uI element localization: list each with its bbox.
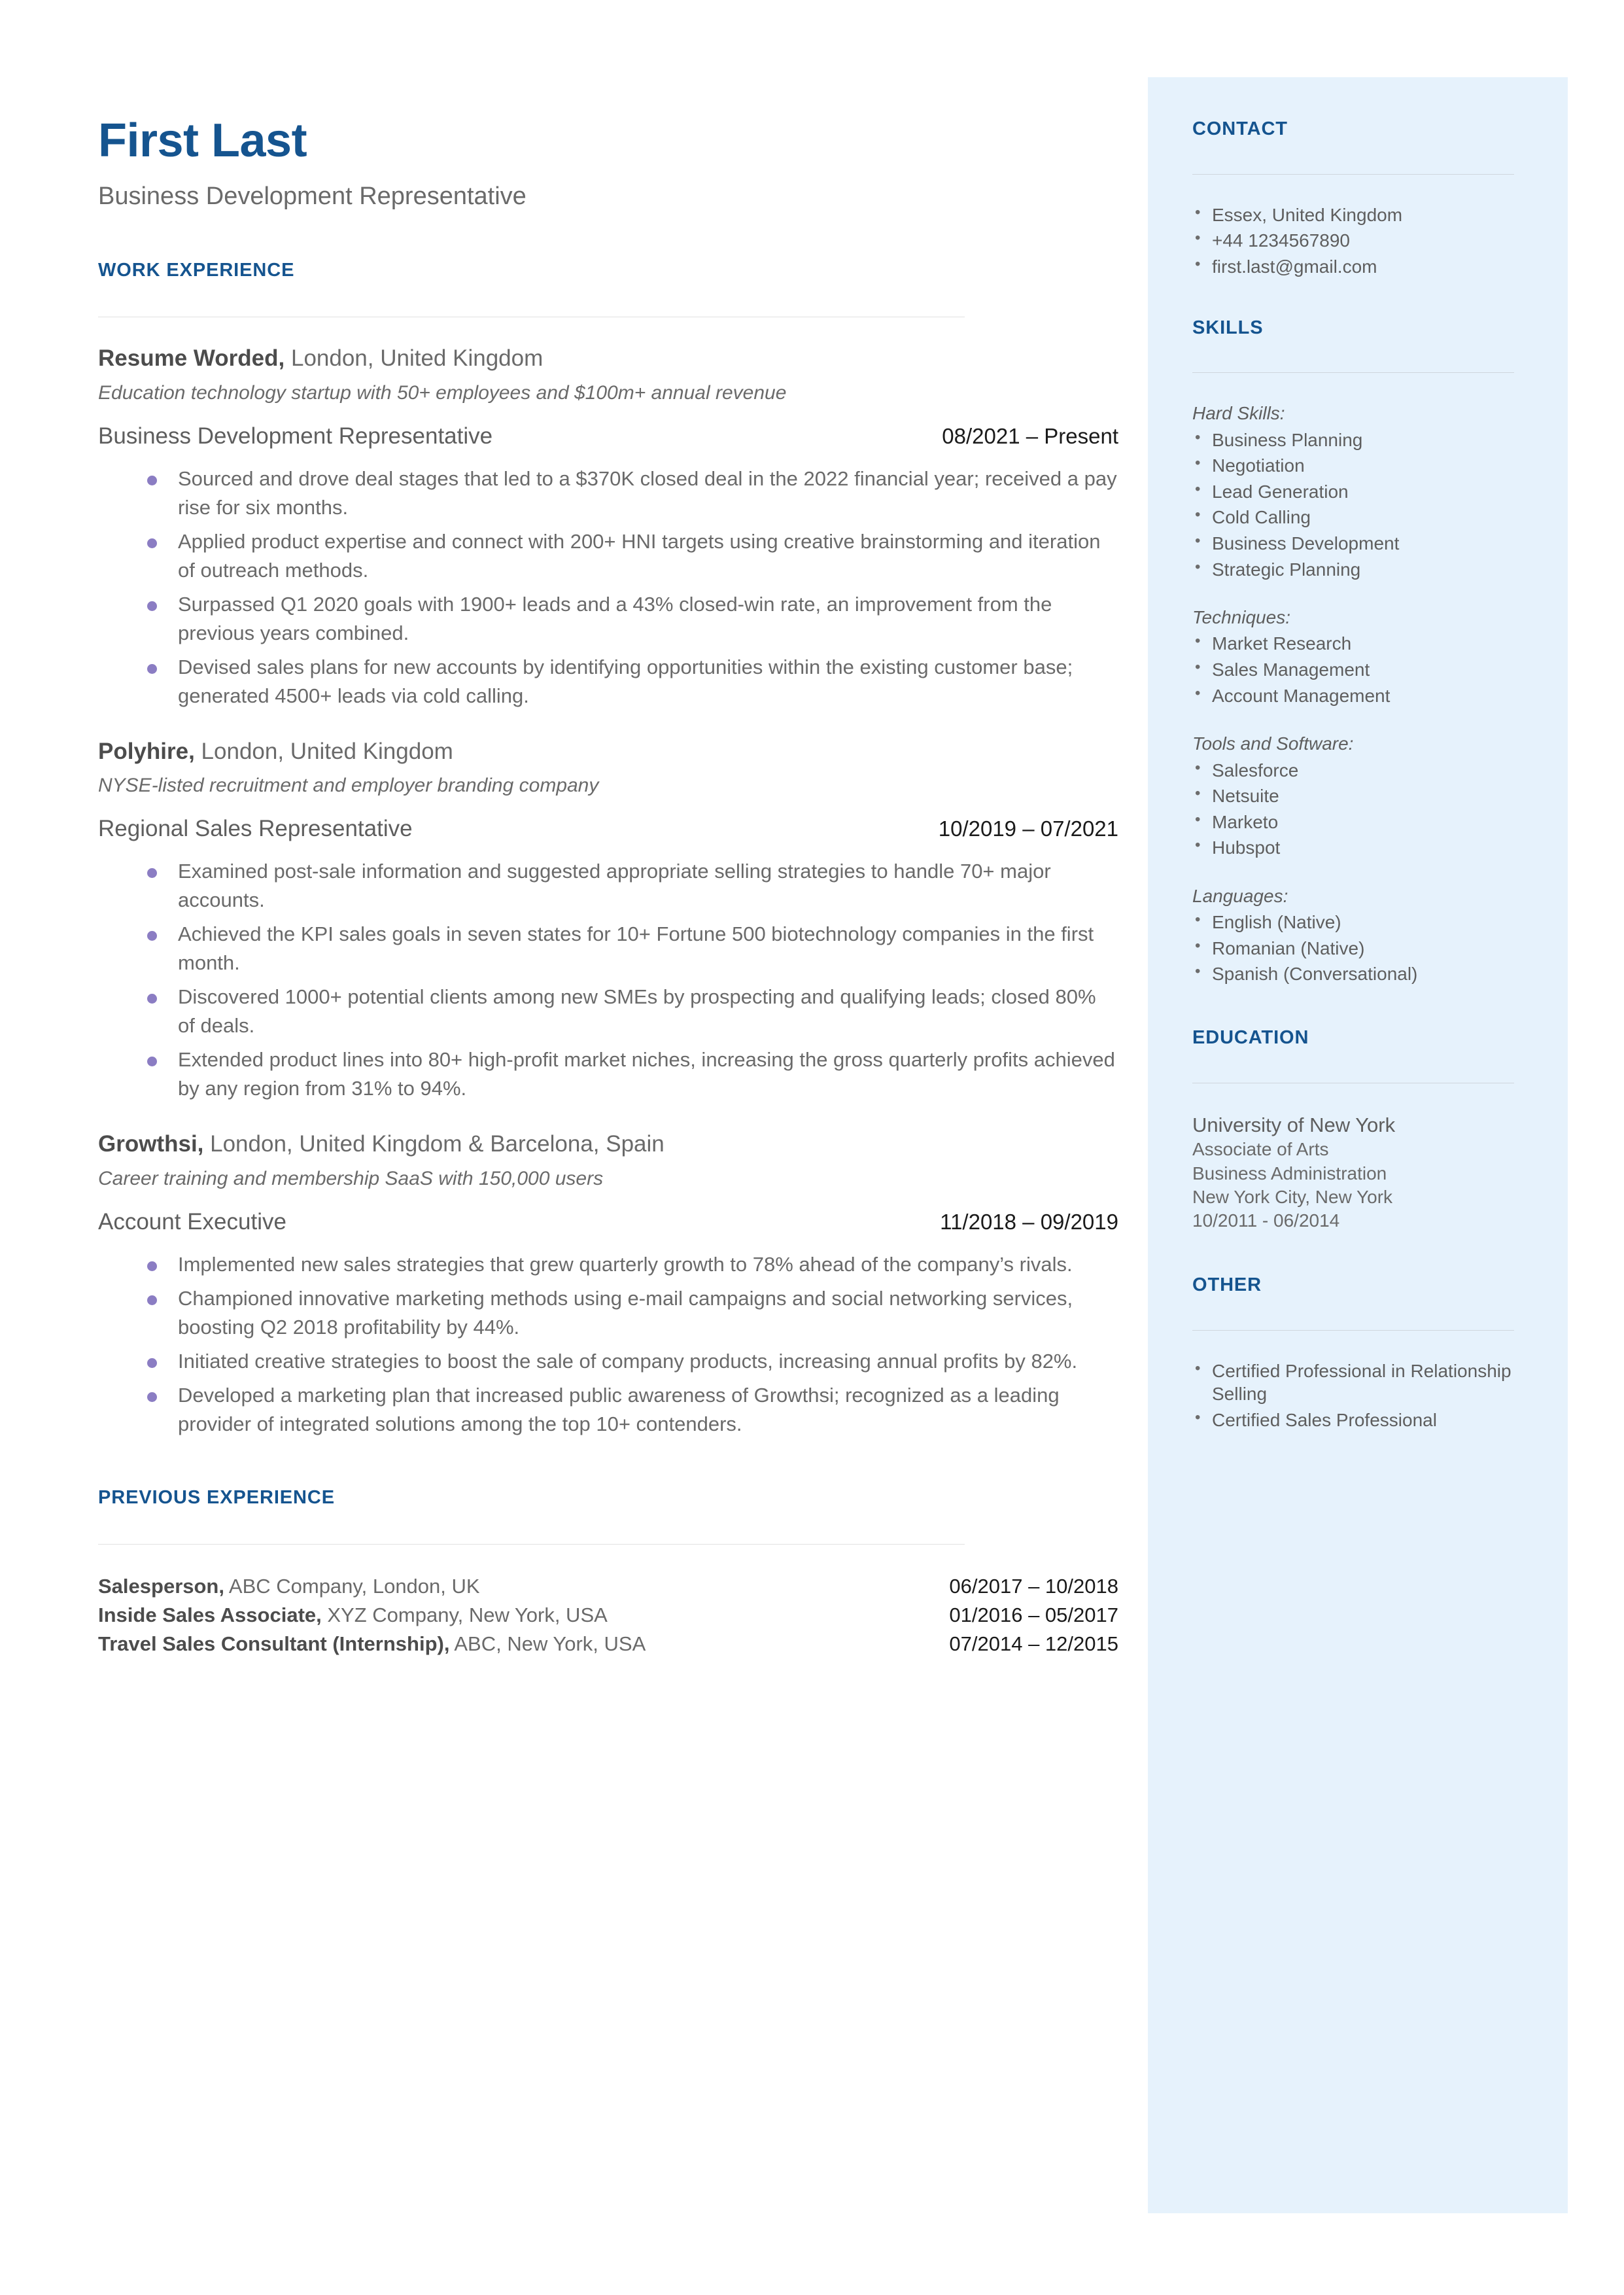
education-location: New York City, New York <box>1192 1187 1393 1208</box>
job-bullet: Extended product lines into 80+ high-profit market niches, increasing the gross quarterly profits achieved by any region from 31% to 94%. <box>98 1045 1118 1103</box>
previous-experience-row <box>98 1601 1118 1630</box>
previous-experience-title <box>98 1572 480 1601</box>
skill-item: • Market Research <box>1192 632 1521 656</box>
job-bullet: Applied product expertise and connect with 200+ HNI targets using creative brainstorming and iteration of outreach methods. <box>98 527 1118 585</box>
job-bullet-list <box>98 1250 1118 1439</box>
job-bullet: Implemented new sales strategies that grew quarterly growth to 78% ahead of the company’s rivals. <box>98 1250 1118 1279</box>
skill-item: • Sales Management <box>1192 658 1521 682</box>
other-item: • Certified Professional in Relationship Selling <box>1192 1359 1521 1406</box>
skills-group-gap <box>1192 584 1521 606</box>
contact-item: • +44 1234567890 <box>1192 229 1521 253</box>
skills-group-list <box>1192 759 1521 860</box>
skills-group-gap <box>1192 862 1521 885</box>
job-bullet: Achieved the KPI sales goals in seven states for 10+ Fortune 500 biotechnology companies in the first month. <box>98 920 1118 977</box>
sidebar-heading-education: EDUCATION <box>1192 1026 1309 1048</box>
skill-item: • Netsuite <box>1192 784 1521 808</box>
skills-list <box>1192 402 1521 985</box>
page-title: First Last <box>98 114 307 167</box>
skill-item: • Romanian (Native) <box>1192 937 1521 960</box>
job-title-row <box>98 423 1118 450</box>
job-description: NYSE-listed recruitment and employer branding company <box>98 775 599 797</box>
job-title: Business Development Representative <box>98 423 493 449</box>
skill-item: • Cold Calling <box>1192 506 1521 529</box>
education-degree: Associate of Arts <box>1192 1139 1329 1160</box>
main-column <box>98 0 1118 1658</box>
section-heading-work-experience: WORK EXPERIENCE <box>98 260 295 281</box>
skill-item: • English (Native) <box>1192 911 1521 934</box>
skills-group-list <box>1192 911 1521 986</box>
skills-group-list <box>1192 429 1521 581</box>
education-entry <box>1192 1112 1521 1233</box>
job-bullet: Discovered 1000+ potential clients among new SMEs by prospecting and qualifying leads; closed 80% of deals. <box>98 983 1118 1040</box>
skills-group-label: Hard Skills: <box>1192 403 1285 424</box>
previous-experience-role: Inside Sales Associate, <box>98 1603 322 1627</box>
job-bullet: Surpassed Q1 2020 goals with 1900+ leads and a 43% closed-win rate, an improvement from the previous years combined. <box>98 590 1118 648</box>
job-bullet: Devised sales plans for new accounts by identifying opportunities within the existing customer base; generated 4500+ leads via cold calling. <box>98 653 1118 710</box>
job-bullet: Initiated creative strategies to boost the sale of company products, increasing annual profits by 82%. <box>98 1347 1118 1376</box>
skill-item: • Salesforce <box>1192 759 1521 782</box>
sidebar-heading-contact: CONTACT <box>1192 118 1288 139</box>
section-divider <box>98 1544 965 1545</box>
previous-experience-title <box>98 1630 646 1658</box>
job-title-row <box>98 815 1118 843</box>
work-experience-entry <box>98 1129 1118 1439</box>
sidebar-panel <box>1148 77 1568 2213</box>
skills-group-gap <box>1192 710 1521 732</box>
education-dates: 10/2011 - 06/2014 <box>1192 1210 1340 1231</box>
job-bullet: Examined post-sale information and suggested appropriate selling strategies to handle 70+ major accounts. <box>98 857 1118 915</box>
sidebar-divider <box>1192 372 1514 373</box>
skill-item: • Business Planning <box>1192 429 1521 452</box>
job-company-location: London, United Kingdom <box>285 345 544 372</box>
job-bullet: Developed a marketing plan that increased public awareness of Growthsi; recognized as a leading provider of integrated solutions among the top 10+ contenders. <box>98 1381 1118 1439</box>
section-heading-previous-experience: PREVIOUS EXPERIENCE <box>98 1487 335 1509</box>
job-title-row <box>98 1208 1118 1236</box>
job-bullet-list <box>98 464 1118 710</box>
sidebar-divider <box>1192 1330 1514 1331</box>
job-bullet: Championed innovative marketing methods using e-mail campaigns and social networking services, boosting Q2 2018 profitability by 44%. <box>98 1284 1118 1342</box>
job-company-name: Polyhire, <box>98 738 195 764</box>
previous-experience-company: ABC, New York, USA <box>449 1632 646 1656</box>
contact-list <box>1192 203 1521 279</box>
job-company-location: London, United Kingdom & Barcelona, Spain <box>203 1131 665 1157</box>
work-experience-list <box>98 343 1118 1439</box>
job-company <box>98 737 1118 767</box>
skill-item: • Business Development <box>1192 532 1521 555</box>
skill-item: • Negotiation <box>1192 454 1521 478</box>
job-company-location: London, United Kingdom <box>194 738 453 764</box>
job-bullet-list <box>98 857 1118 1103</box>
other-item: • Certified Sales Professional <box>1192 1409 1521 1432</box>
job-company-name: Resume Worded, <box>98 345 285 372</box>
contact-item: • Essex, United Kingdom <box>1192 203 1521 227</box>
job-dates: 10/2019 – 07/2021 <box>938 816 1118 841</box>
previous-experience-row <box>98 1630 1118 1658</box>
previous-experience-company: XYZ Company, New York, USA <box>321 1603 608 1627</box>
job-company-name: Growthsi, <box>98 1131 204 1157</box>
work-experience-entry <box>98 737 1118 1104</box>
job-bullet: Sourced and drove deal stages that led to a $370K closed deal in the 2022 financial year; received a pay rise for six months. <box>98 464 1118 522</box>
job-dates: 11/2018 – 09/2019 <box>940 1209 1118 1234</box>
previous-experience-dates: 01/2016 – 05/2017 <box>949 1603 1118 1627</box>
skill-item: • Marketo <box>1192 811 1521 834</box>
previous-experience-role: Salesperson, <box>98 1575 224 1598</box>
job-company <box>98 343 1118 374</box>
skills-group-label: Tools and Software: <box>1192 733 1354 754</box>
skills-group-list <box>1192 632 1521 707</box>
previous-experience-row <box>98 1572 1118 1601</box>
skill-item: • Lead Generation <box>1192 480 1521 504</box>
job-description: Career training and membership SaaS with 150,000 users <box>98 1167 604 1189</box>
sidebar-divider <box>1192 174 1514 175</box>
skills-group-label: Techniques: <box>1192 607 1290 628</box>
previous-experience-title <box>98 1601 608 1630</box>
work-experience-entry <box>98 343 1118 710</box>
job-title: Regional Sales Representative <box>98 816 413 842</box>
job-description: Education technology startup with 50+ employees and $100m+ annual revenue <box>98 381 787 404</box>
job-dates: 08/2021 – Present <box>942 423 1118 448</box>
previous-experience-dates: 07/2014 – 12/2015 <box>949 1632 1118 1656</box>
other-list <box>1192 1359 1521 1432</box>
previous-experience-company: ABC Company, London, UK <box>224 1575 480 1598</box>
previous-experience-list <box>98 1572 1118 1658</box>
headline-subtitle: Business Development Representative <box>98 182 527 210</box>
education-field: Business Administration <box>1192 1163 1387 1183</box>
previous-experience-dates: 06/2017 – 10/2018 <box>949 1575 1118 1598</box>
sidebar-heading-other: OTHER <box>1192 1274 1262 1295</box>
skill-item: • Account Management <box>1192 684 1521 708</box>
education-school: University of New York <box>1192 1113 1396 1136</box>
skill-item: • Strategic Planning <box>1192 558 1521 582</box>
job-title: Account Executive <box>98 1208 286 1235</box>
job-company <box>98 1129 1118 1159</box>
skills-group-label: Languages: <box>1192 885 1288 906</box>
sidebar-heading-skills: SKILLS <box>1192 317 1264 338</box>
previous-experience-role: Travel Sales Consultant (Internship), <box>98 1632 450 1656</box>
skill-item: • Spanish (Conversational) <box>1192 962 1521 986</box>
skill-item: • Hubspot <box>1192 836 1521 860</box>
contact-item: • first.last@gmail.com <box>1192 255 1521 279</box>
